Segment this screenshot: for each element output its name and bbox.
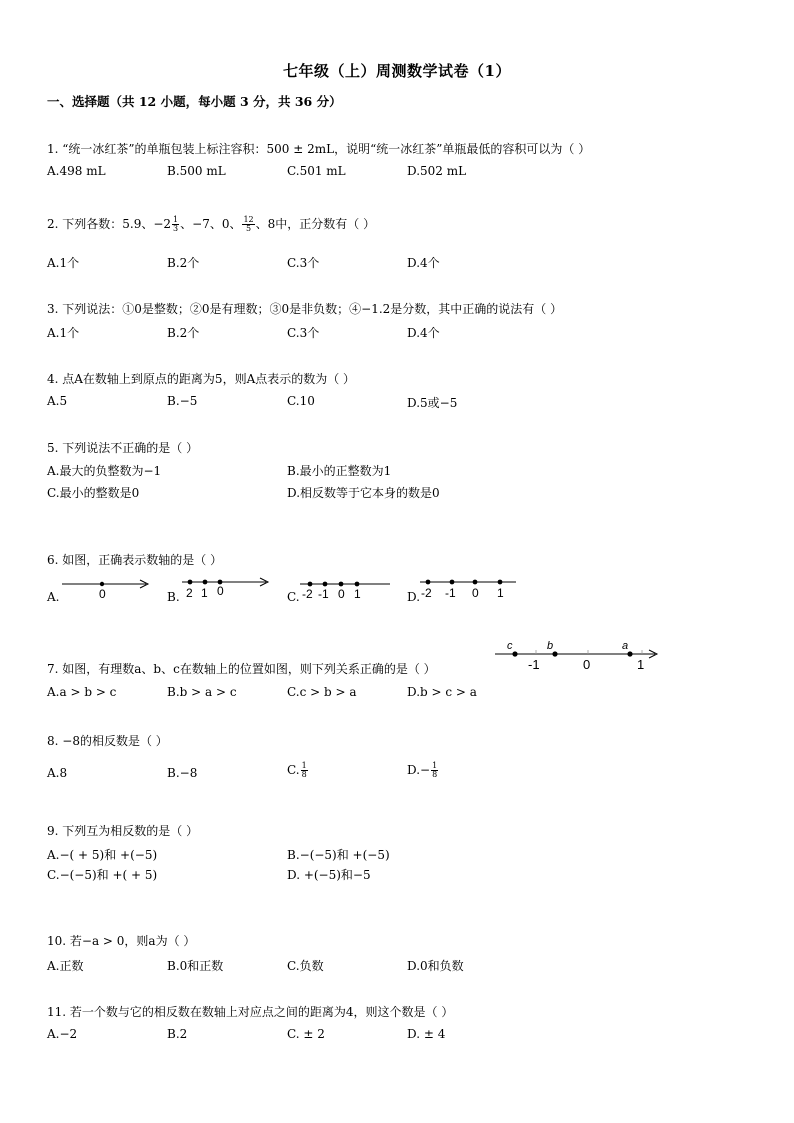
number-line-d-label: -1 (445, 586, 456, 600)
number-line-d-label: -2 (421, 586, 432, 600)
number-line-a (60, 574, 152, 600)
question-3-option-c[interactable]: C.3个 (287, 326, 320, 340)
number-line-b (180, 572, 272, 600)
question-2-option-a[interactable]: A.1个 (47, 256, 80, 270)
question-8-option-a[interactable]: A.8 (47, 766, 68, 780)
number-line-d-label: 1 (497, 586, 504, 600)
number-line-c-point (339, 582, 344, 587)
question-10-option-a[interactable]: A.正数 (47, 959, 84, 973)
question-2-mixed-fraction: $\frac{1}{3}$ (173, 215, 179, 233)
question-10-option-c[interactable]: C.负数 (287, 959, 324, 973)
number-line-b-point (203, 580, 208, 585)
question-4-option-b[interactable]: B.−5 (167, 394, 198, 408)
question-9-option-d[interactable]: D. +(−5)和−5 (287, 868, 371, 882)
question-11-option-a[interactable]: A.−2 (47, 1027, 78, 1041)
number-line-d-point (473, 580, 478, 585)
question-5-option-c[interactable]: C.最小的整数是0 (47, 486, 140, 500)
question-9-option-b[interactable]: B.−(−5)和 +(−5) (287, 848, 390, 862)
question-4-option-a[interactable]: A.5 (47, 394, 68, 408)
question-1-option-c[interactable]: C.501 mL (287, 164, 346, 178)
number-line-b-label: 0 (217, 584, 224, 598)
question-1-option-d[interactable]: D.502 mL (407, 164, 467, 178)
question-11-option-b[interactable]: B.2 (167, 1027, 188, 1041)
question-9-stem: 9. 下列互为相反数的是（ ） (47, 824, 199, 838)
number-line-d-point (450, 580, 455, 585)
section-heading: 一、选择题（共 12 小题，每小题 3 分，共 36 分） (47, 94, 342, 109)
point-b-label: b (547, 640, 554, 652)
number-line-c-point (355, 582, 360, 587)
number-line-c-point (308, 582, 313, 587)
question-7-option-c[interactable]: C.c > b > a (287, 685, 357, 699)
page-title: 七年级（上）周测数学试卷（1） (283, 62, 511, 80)
question-3-stem: 3. 下列说法：①0是整数；②0是有理数；③0是非负数；④−1.2是分数，其中正确的说法有（ ） (47, 302, 563, 316)
question-11-option-d[interactable]: D. ± 4 (407, 1027, 446, 1041)
number-line-c-point (323, 582, 328, 587)
tick-label: 1 (637, 657, 645, 672)
point-c (512, 651, 517, 656)
question-2-stem-part-2: 、−7、0、 (180, 217, 242, 231)
question-3-option-a[interactable]: A.1个 (47, 326, 80, 340)
question-1-stem: 1. “统一冰红茶”的单瓶包装上标注容积：500 ± 2mL，说明“统一冰红茶”单瓶最低的容积可以为（ ） (47, 142, 591, 156)
question-5-option-b[interactable]: B.最小的正整数为1 (287, 464, 392, 478)
number-line-d (418, 572, 518, 602)
question-4-stem: 4. 点A在数轴上到原点的距离为5，则A点表示的数为（ ） (47, 372, 356, 386)
number-line-d-point (426, 580, 431, 585)
question-2-stem-part-1: 2. 下列各数：5.9、−2 (47, 217, 172, 231)
question-7-option-d[interactable]: D.b > c > a (407, 685, 477, 699)
number-line-b-point (188, 580, 193, 585)
question-7-option-a[interactable]: A.a > b > c (47, 685, 117, 699)
question-4-option-c[interactable]: C.10 (287, 394, 315, 408)
number-line-c-label: 0 (338, 587, 345, 601)
question-1-option-b[interactable]: B.500 mL (167, 164, 226, 178)
point-b (552, 651, 557, 656)
question-8-option-c[interactable]: C. $\frac{1}{8}$ (287, 761, 307, 779)
question-5-option-a[interactable]: A.最大的负整数为−1 (47, 464, 162, 478)
question-10-option-d[interactable]: D.0和负数 (407, 959, 464, 973)
question-7-stem: 7. 如图，有理数a、b、c在数轴上的位置如图，则下列关系正确的是（ ） (47, 662, 436, 676)
question-11-stem: 11. 若一个数与它的相反数在数轴上对应点之间的距离为4，则这个数是（ ） (47, 1005, 454, 1019)
number-line-b-label: 2 (186, 586, 193, 600)
number-line-d-label: 0 (472, 586, 479, 600)
question-2-option-c[interactable]: C.3个 (287, 256, 320, 270)
point-c-label: c (507, 640, 513, 652)
number-line-d-point (498, 580, 503, 585)
question-7-option-b[interactable]: B.b > a > c (167, 685, 237, 699)
number-line-b-label: 1 (201, 586, 208, 600)
question-8-option-b[interactable]: B.−8 (167, 766, 198, 780)
number-line-a-point (100, 582, 104, 586)
number-line-c-label: -1 (318, 587, 329, 601)
question-10-stem: 10. 若−a > 0，则a为（ ） (47, 934, 196, 948)
tick-label: -1 (528, 657, 540, 672)
number-line-c-label: 1 (354, 587, 361, 601)
question-6-option-d[interactable]: D. (407, 590, 421, 604)
question-6-stem: 6. 如图，正确表示数轴的是（ ） (47, 553, 223, 567)
question-5-option-d[interactable]: D.相反数等于它本身的数是0 (287, 486, 440, 500)
question-6-option-c[interactable]: C. (287, 590, 300, 604)
question-3-option-d[interactable]: D.4个 (407, 326, 440, 340)
question-4-option-d[interactable]: D.5或−5 (407, 396, 458, 410)
number-line-q7 (493, 636, 663, 672)
question-6-option-a[interactable]: A. (47, 590, 60, 604)
point-a (627, 651, 632, 656)
number-line-a-label: 0 (99, 587, 106, 600)
question-11-option-c[interactable]: C. ± 2 (287, 1027, 325, 1041)
tick-label: 0 (583, 657, 591, 672)
question-6-option-b[interactable]: B. (167, 590, 180, 604)
question-8-stem: 8. −8的相反数是（ ） (47, 734, 168, 748)
question-9-option-a[interactable]: A.−( + 5)和 +(−5) (47, 848, 158, 862)
question-2-fraction: $\frac{12}{5}$ (243, 215, 254, 233)
question-8-option-d[interactable]: D.− $\frac{1}{8}$ (407, 761, 438, 779)
question-5-stem: 5. 下列说法不正确的是（ ） (47, 441, 199, 455)
point-a-label: a (622, 640, 629, 652)
question-9-option-c[interactable]: C.−(−5)和 +( + 5) (47, 868, 158, 882)
question-3-option-b[interactable]: B.2个 (167, 326, 200, 340)
question-2-option-b[interactable]: B.2个 (167, 256, 200, 270)
question-1-option-a[interactable]: A.498 mL (47, 164, 106, 178)
question-2-stem (47, 215, 375, 233)
question-10-option-b[interactable]: B.0和正数 (167, 959, 224, 973)
number-line-c (298, 574, 394, 602)
question-2-stem-part-3: 、8中，正分数有（ ） (255, 217, 376, 231)
number-line-c-label: -2 (302, 587, 313, 601)
question-2-option-d[interactable]: D.4个 (407, 256, 440, 270)
